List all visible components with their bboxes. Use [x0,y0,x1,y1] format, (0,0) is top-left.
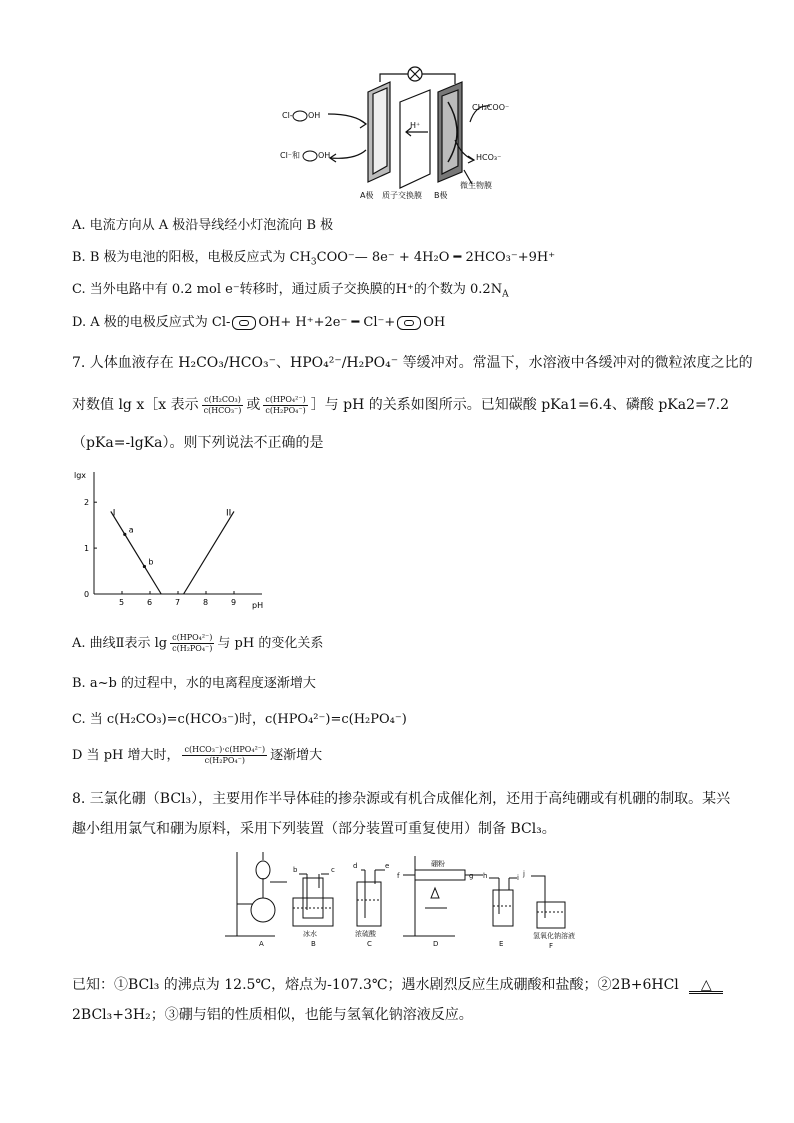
q7-frac2-den: c(H₂PO₄⁻) [265,405,306,415]
label-E: E [499,940,504,948]
q7-option-c: C. 当 c(H₂CO₃)=c(HCO₃⁻)时，c(HPO₄²⁻)=c(H₂PO₄⁻) [72,712,407,727]
q8-line-2: 趣小组用氯气和硼为原料，采用下列装置（部分装置可重复使用）制备 BCl₃。 [72,821,556,837]
label-D: D [433,940,439,948]
q6-option-b-post: COO⁻— 8e⁻ + 4H₂O ━ 2HCO₃⁻+9H⁺ [316,250,556,265]
q6-option-c [72,278,509,300]
fuel-cell-diagram [280,62,520,204]
q7-line-1: 7. 人体血液存在 H₂CO₃/HCO₃⁻、HPO₄²⁻/H₂PO₄⁻ 等缓冲对。常温下，水溶液中各缓冲对的微粒浓度之比的 [72,355,753,371]
label-cl-phenol: Cl- [282,111,293,120]
label-A: A [259,940,264,948]
q7-option-d-fraction [182,745,267,766]
label-C: C [367,940,372,948]
x-tick-label: 8 [203,598,209,607]
point-label-b: b [148,557,154,567]
label-hco3: HCO₃⁻ [476,153,502,162]
q7-line-2-pre: 对数值 lg x［x 表示 [72,397,199,413]
q6-option-c-text: C. 当外电路中有 0.2 mol e⁻转移时，通过质子交换膜的H⁺的个数为 0.2N [72,282,503,297]
q6-option-d-post: OH [423,315,446,330]
q7-fraction-2 [263,395,307,416]
q6-option-b-pre: B. B 极为电池的阳极，电极反应式为 CH [72,250,311,265]
apparatus-diagram [215,848,585,950]
label-h: h [483,872,488,880]
y-tick-label: 0 [84,590,90,599]
q6-option-d-pre: D. A 极的电极反应式为 Cl- [72,315,231,330]
label-cl-and: Cl⁻和 [280,151,301,160]
series-label-I: I [112,508,116,519]
label-c: c [331,866,335,874]
x-tick-label: 5 [119,598,125,607]
label-electrode-b: B极 [434,191,448,200]
benzene-ring-icon [303,151,317,161]
label-i: i [517,874,519,882]
q6-option-a: A. 电流方向从 A 极沿导线经小灯泡流向 B 极 [72,218,334,233]
q7-optd-num: c(HCO₃⁻)·c(HPO₄²⁻) [184,745,266,754]
label-hplus: H⁺ [410,121,421,130]
x-axis-label: pH [252,601,264,610]
label-f: f [397,872,400,880]
q7-option-d [72,744,322,766]
q7-opta-den: c(H₂PO₄⁻) [172,644,213,653]
benzene-ring-icon [232,316,256,330]
q7-frac2-num: c(HPO₄²⁻) [265,394,306,404]
q7-frac1-den: c(HCO₃⁻) [203,405,242,415]
point-label-a: a [128,525,134,535]
label-naoh: 氢氧化钠溶液 [533,932,575,940]
label-F: F [549,942,554,950]
label-j: j [523,870,525,878]
label-boron: 硼粉 [431,860,445,868]
q7-optd-den: c(H₂PO₄⁻) [204,756,245,765]
series-label-II: II [226,508,232,519]
q7-option-d-post: 逐渐增大 [270,748,323,763]
label-e: e [385,862,390,870]
y-tick-label: 1 [84,544,90,554]
label-B: B [311,940,316,948]
q6-option-b: B. B 极为电池的阳极，电极反应式为 $CH_3COO^-—$ 8e⁻ + 4H₂O ━ 2HCO₃⁻+9H⁺ [72,250,556,268]
q7-frac1-num: c(H₂CO₃) [202,395,244,406]
q7-option-a-pre: A. 曲线Ⅱ表示 lg [72,636,168,651]
point-b [143,565,146,568]
q7-option-a [72,632,323,654]
q6-option-d [72,311,445,330]
lgx-ph-chart [72,466,272,616]
label-microbe-film: 微生物膜 [460,181,492,190]
q7-line-2-or: 或 [246,397,261,413]
x-tick-label: 9 [231,598,237,607]
label-ch3coo: CH₃COO⁻ [472,103,510,112]
q7-opta-num: c(HPO₄²⁻) [172,633,213,642]
y-tick-label: 2 [84,498,90,508]
q8-known-2: 2BCl₃+3H₂；③硼与铝的性质相似，也能与氢氧化钠溶液反应。 [72,1007,473,1023]
q7-line-2 [72,394,729,416]
q6-option-c-sub: A [502,289,509,300]
q7-option-a-post: 与 pH 的变化关系 [217,636,324,651]
q7-option-d-pre: D 当 pH 增大时， [72,748,180,763]
q8-heat-condition: △ [689,979,723,994]
q7-line-2-post: ］与 pH 的关系如图所示。已知碳酸 pKa1=6.4、磷酸 pKa2=7.2 [310,397,729,413]
series-line-II [184,511,234,594]
q7-line-3: （pKa=-lgKa）。则下列说法不正确的是 [72,435,324,451]
y-axis-label: lgx [74,471,87,480]
q7-fraction-1 [202,395,244,416]
x-tick-label: 7 [175,598,181,607]
label-d: d [353,862,358,870]
q8-known-1 [72,974,723,994]
benzene-ring-icon [293,111,307,121]
benzene-ring-icon [397,316,421,330]
label-b: b [293,866,298,874]
label-conc-acid: 浓硫酸 [355,930,376,938]
label-membrane: 质子交换膜 [382,191,422,200]
label-g: g [469,872,474,880]
series-line-I [111,511,161,594]
point-a [123,533,126,536]
label-oh-2: OH [318,151,331,160]
q8-known-1-text: 已知：①BCl₃ 的沸点为 12.5℃，熔点为-107.3℃；遇水剧烈反应生成硼酸和盐酸；②2B+6HCl [72,977,679,993]
x-tick-label: 6 [147,598,153,607]
q7-option-a-fraction [170,633,214,654]
label-ice-water: 冰水 [303,930,317,938]
q8-line-1: 8. 三氯化硼（BCl₃），主要用作半导体硅的掺杂源或有机合成催化剂，还用于高纯硼或有机硼的制取。某兴 [72,791,731,807]
q6-option-d-mid: OH+ H⁺+2e⁻ ━ Cl⁻+ [258,315,396,330]
label-electrode-a: A极 [360,191,374,200]
label-oh-1: OH [308,111,321,120]
q7-option-b: B. a~b 的过程中，水的电离程度逐渐增大 [72,676,316,691]
